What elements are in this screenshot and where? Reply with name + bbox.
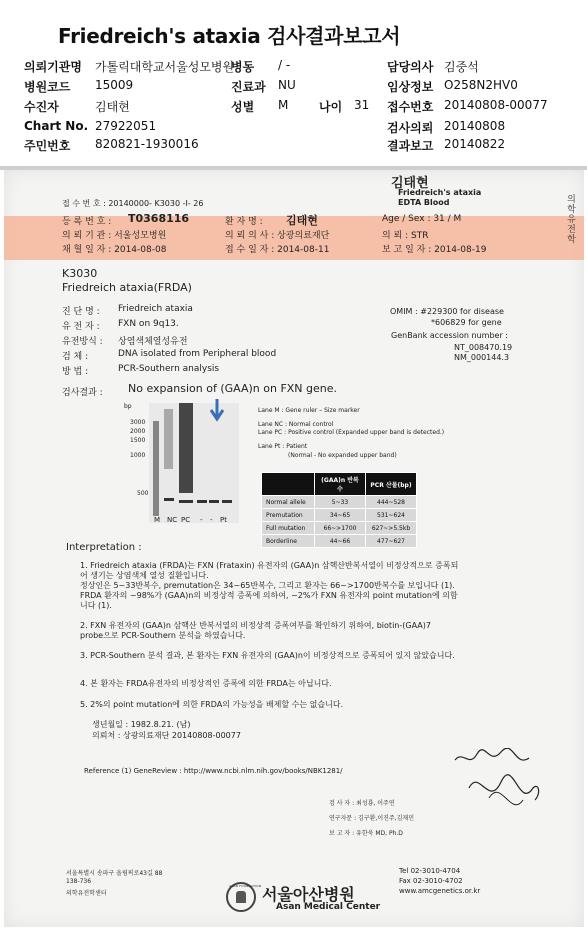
header-label: 담당의사 [387, 60, 434, 74]
receive-date: 접 수 일 자 : 2014-08-11 [225, 245, 330, 255]
lane-label: PC [181, 516, 191, 524]
patient-label: 환 자 명 : [225, 217, 263, 227]
field-key: 유전방식 : [62, 337, 103, 347]
field-value: DNA isolated from Peripheral blood [118, 349, 277, 359]
table-cell: 444~528 [366, 496, 417, 509]
reg-no: T0368116 [128, 212, 190, 225]
footer-contact: Fax 02-3010-4702 [399, 877, 463, 885]
footer-contact: Tel 02-3010-4704 [399, 867, 461, 875]
header-label: Chart No. [24, 119, 89, 133]
header-label: 검사의뢰 [387, 121, 434, 135]
footer-contact: www.amcgenetics.or.kr [399, 887, 481, 895]
collect-date: 채 혈 일 자 : 2014-08-08 [62, 245, 167, 255]
test-name: Friedreich ataxia(FRDA) [62, 281, 192, 294]
field-key: 방 법 : [62, 367, 89, 377]
header-value: 15009 [95, 78, 134, 92]
header-label: 나이 [319, 100, 343, 114]
lane-label: NC [167, 516, 178, 524]
gel-legend: Lane M : Gene ruler – Size marker [258, 407, 360, 414]
header-value: 가톨릭대학교서울성모병원 [95, 60, 235, 74]
interpretation-line: 1. Friedreich ataxia (FRDA)는 FXN (Frataxin) 유전자의 (GAA)n 삼핵산반복서열이 비정상적으로 증폭되 [80, 561, 459, 570]
field-value: 상염색체열성유전 [118, 337, 188, 347]
header-label: 주민번호 [24, 139, 71, 153]
header-label: 진료과 [231, 80, 266, 94]
tag-line2: EDTA Blood [398, 198, 450, 207]
field-value: Friedreich ataxia [118, 304, 193, 314]
field-value: PCR-Southern analysis [118, 364, 220, 374]
signer: 보 고 자 : 유한욱 MD, Ph.D [329, 830, 403, 837]
interpretation-line: 니다 (1). [80, 601, 112, 610]
ladder-label: 500 [137, 490, 149, 497]
header-label: 의뢰기관명 [24, 60, 82, 74]
scanned-report [4, 170, 584, 927]
tag-name: 김태현 [391, 176, 429, 191]
tag-line1: Friedreich's ataxia [398, 188, 482, 197]
omim-line: *606829 for gene [431, 318, 502, 327]
field-key: 진 단 명 : [62, 307, 100, 317]
test-code: K3030 [62, 267, 98, 280]
result-text: No expansion of (GAA)n on FXN gene. [128, 382, 338, 395]
omim-line: NT_008470.19 [454, 343, 513, 352]
header-value: 김태현 [95, 100, 130, 114]
header-label: 병동 [231, 60, 255, 74]
table-cell: Borderline [262, 535, 315, 548]
reg-label: 등 록 번 호 : [62, 217, 112, 227]
table-header: (GAA)n 반복 수 [315, 473, 366, 496]
repeat-table [261, 472, 417, 548]
reference: Reference (1) GeneReview : http://www.ncbi.nlm.nih.gov/books/NBK1281/ [84, 767, 343, 775]
header-value: NU [278, 78, 296, 92]
table-cell: 66~>1700 [315, 522, 366, 535]
gel-band [197, 500, 207, 503]
page-title: Friedreich's ataxia 검사결과보고서 [58, 24, 401, 48]
hospital-name-en: Asan Medical Center [276, 902, 381, 912]
omim-line: NM_000144.3 [454, 353, 510, 362]
table-cell: 5~33 [315, 496, 366, 509]
gel-band [179, 500, 193, 503]
gel-lane [179, 403, 193, 493]
seal-text: ASAN FOUNDATION [229, 884, 262, 888]
header-value: / - [278, 58, 291, 72]
age-sex: Age / Sex : 31 / M [382, 214, 462, 224]
gel-lane [153, 421, 159, 516]
header-value: 820821-1930016 [95, 137, 199, 151]
table-cell: 44~66 [315, 535, 366, 548]
ladder-label: 2000 [130, 428, 146, 435]
ladder-label: 1000 [130, 452, 146, 459]
gel-lane [164, 409, 173, 469]
footer-address: 의학유전학센터 [66, 890, 107, 897]
vertical-label: 의학유전학 [565, 194, 575, 244]
reception-no: 접 수 번 호 : 20140000- K3030 -I- 26 [62, 199, 204, 208]
table-cell: 477~627 [366, 535, 417, 548]
gel-band [209, 500, 219, 503]
gel-band [164, 498, 174, 501]
table-cell: Normal allele [262, 496, 315, 509]
interpretation-line: 생년월일 : 1982.8.21. (남) [92, 720, 191, 729]
field-value: FXN on 9q13. [118, 319, 179, 329]
ladder-label: 3000 [130, 419, 146, 426]
interpretation-line: FRDA 환자의 ~98%가 (GAA)n의 비정상적 증폭에 의하여, ~2%가 FXN 유전자의 point mutation에 의함 [80, 591, 458, 600]
report-date: 보 고 일 자 : 2014-08-19 [382, 245, 487, 255]
header-value: 20140808 [444, 119, 506, 133]
gel-legend: (Normal - No expanded upper band) [288, 452, 397, 459]
signer: 검 사 자 : 최성룡, 이주연 [329, 800, 395, 807]
requester: 의 뢰 의 사 : 상광의료재단 [225, 231, 330, 241]
lane-label: - [210, 516, 213, 524]
interpretation-line: 어 생기는 상염색체 열성 질환입니다. [80, 571, 209, 580]
interpretation-line: 4. 본 환자는 FRDA유전자의 비정상적인 증폭에 의한 FRDA는 아닙니다. [80, 679, 332, 688]
arrow-down-icon [207, 398, 227, 424]
specimen: 의 뢰 : STR [382, 231, 429, 241]
table-cell: 34~65 [315, 509, 366, 522]
lane-label: Pt [220, 516, 227, 524]
footer-address: 서울특별시 송파구 올림픽로43길 88 [66, 870, 163, 877]
header-value: 20140822 [444, 137, 506, 151]
signer: 연구자문 : 김구환,이진주,김재민 [329, 815, 414, 822]
header-value: O258N2HV0 [444, 78, 518, 92]
gel-legend: Lane PC : Positive control (Expanded upper band is detected.) [258, 429, 445, 436]
header-label: 수진자 [24, 100, 59, 114]
table-cell: 627~>5.5kb [366, 522, 417, 535]
table-cell: Premutation [262, 509, 315, 522]
patient-name: 김태현 [286, 214, 318, 227]
header-label: 병원코드 [24, 80, 71, 94]
agency: 의 뢰 기 관 : 서울성모병원 [62, 231, 167, 241]
header-value: 27922051 [95, 119, 157, 133]
hospital-name-kr: 서울아산병원 [262, 885, 355, 904]
signature [449, 748, 545, 818]
header-label: 접수번호 [387, 100, 434, 114]
interpretation-title: Interpretation : [66, 542, 142, 553]
table-header [262, 473, 315, 496]
omim-line: GenBank accession number : [391, 331, 508, 340]
header-value: 31 [354, 98, 370, 112]
header-value: M [278, 98, 289, 112]
header-value: 20140808-00077 [444, 98, 548, 112]
interpretation-line: 3. PCR-Southern 분석 결과, 본 환자는 FXN 유전자의 (GAA)n이 비정상적으로 증폭되어 있지 않았습니다. [80, 651, 455, 660]
interpretation-line: probe으로 PCR-Southern 분석을 하였습니다. [80, 631, 246, 640]
result-label: 검사결과 : [62, 388, 103, 398]
header-value: 김중석 [444, 60, 479, 74]
gel-legend: Lane Pt : Patient [258, 443, 308, 450]
table-cell: Full mutation [262, 522, 315, 535]
interpretation-line: 의뢰처 : 상광의료재단 20140808-00077 [92, 731, 241, 740]
field-key: 검 체 : [62, 352, 89, 362]
footer-address: 138-736 [66, 878, 92, 885]
omim-line: OMIM : #229300 for disease [390, 307, 504, 316]
interpretation-line: 2. FXN 유전자의 (GAA)n 삼핵산 반복서열의 비정상적 증폭여부를 확인하기 위하여, biotin-(GAA)7 [80, 621, 431, 630]
header-label: 결과보고 [387, 139, 434, 153]
interpretation-line: 정상인은 5~33반복수, premutation은 34~65반복수, 그리고 환자는 66~>1700반복수를 보입니다 (1). [80, 581, 455, 590]
header-label: 임상정보 [387, 80, 434, 94]
field-key: 유 전 자 : [62, 322, 100, 332]
lane-label: - [200, 516, 203, 524]
interpretation-line: 5. 2%의 point mutation에 의한 FRDA의 가능성을 배제할 수는 없습니다. [80, 700, 344, 709]
table-cell: 531~624 [366, 509, 417, 522]
table-header: PCR 산물(bp) [366, 473, 417, 496]
lane-label: M [154, 516, 161, 524]
gel-legend: Lane NC : Normal control [258, 421, 334, 428]
gel-band [222, 500, 232, 503]
hospital-logo-icon [226, 882, 262, 912]
ladder-label: bp [124, 403, 132, 410]
ladder-label: 1500 [130, 437, 146, 444]
header-label: 성별 [231, 100, 255, 114]
